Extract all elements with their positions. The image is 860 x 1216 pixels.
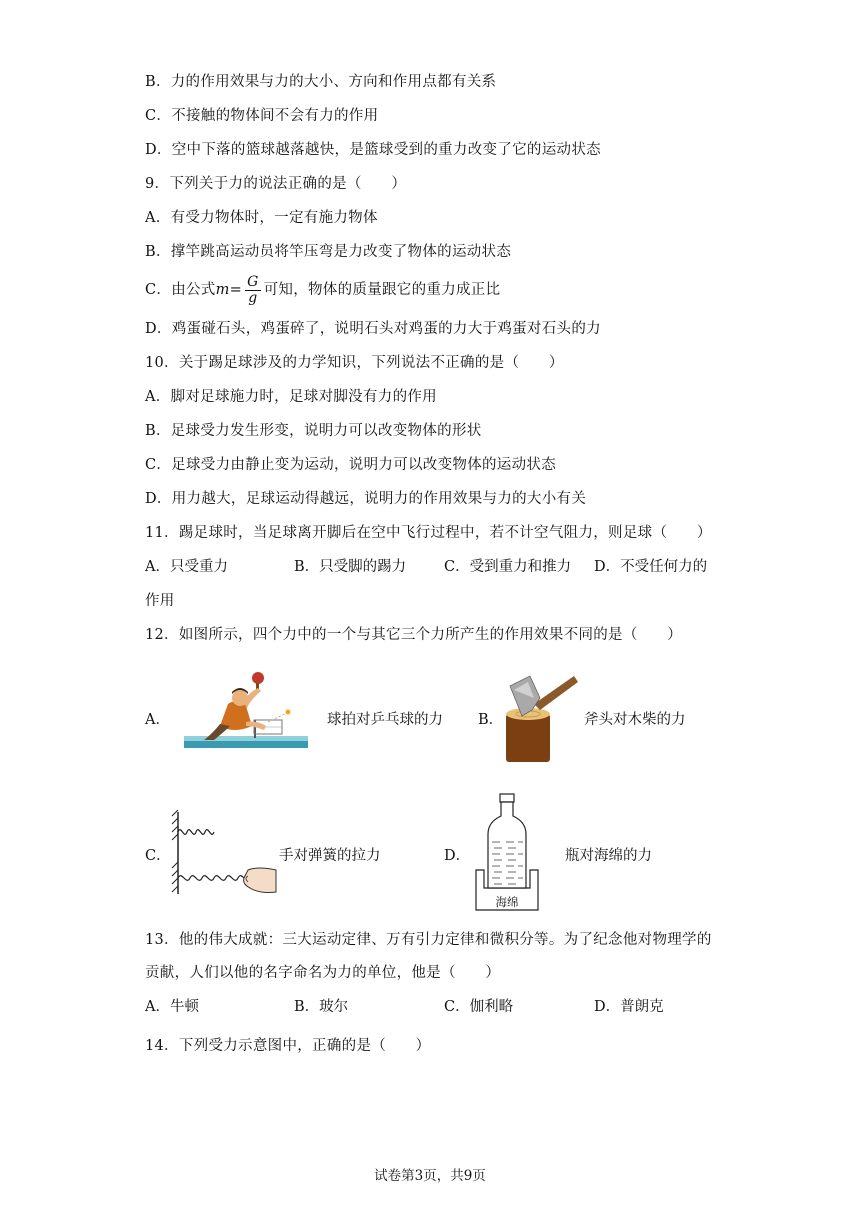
q13-option-d: D．普朗克 [594,999,664,1015]
sponge-label: 海绵 [495,895,519,909]
q13-option-a: A．牛顿 [145,999,199,1015]
q13-stem-cont: 贡献，人们以他的名字命名为力的单位，他是（ ） [145,965,501,981]
q11-stem: 11．踢足球时，当足球离开脚后在空中飞行过程中，若不计空气阻力，则足球（ ） [145,525,712,541]
q13-option-b: B．玻尔 [294,999,349,1015]
q11-option-d-wrap: 作用 [145,593,175,609]
q12-text-c: 手对弹簧的拉力 [279,848,381,864]
q11-option-d: D．不受任何力的 [594,559,708,575]
q10-option-a: A．脚对足球施力时，足球对脚没有力的作用 [145,389,437,405]
q12-stem: 12．如图所示，四个力中的一个与其它三个力所产生的作用效果不同的是（ ） [145,627,683,643]
q10-option-d: D．用力越大，足球运动得越远，说明力的作用效果与力的大小有关 [145,491,587,507]
formula-fraction [245,275,260,306]
axe-wood-figure [504,668,582,764]
q14-stem: 14．下列受力示意图中，正确的是（ ） [145,1038,431,1054]
page-footer: 试卷第3页，共9页 [374,1168,486,1184]
q9-option-d: D．鸡蛋碰石头，鸡蛋碎了，说明石头对鸡蛋的力大于鸡蛋对石头的力 [145,321,601,337]
formula-numerator: G [247,273,259,290]
bottle-sponge-figure [472,790,542,916]
q8-option-d: D．空中下落的篮球越落越快，是篮球受到的重力改变了它的运动状态 [145,142,601,158]
q10-stem: 10．关于踢足球涉及的力学知识，下列说法不正确的是（ ） [145,355,564,371]
q12-text-a: 球拍对乒乓球的力 [327,712,443,728]
q12-label-c: C． [145,848,171,864]
q12-label-a: A． [145,712,170,728]
formula-equals: = [229,282,243,298]
q12-label-b: B． [478,712,504,728]
q11-option-a: A．只受重力 [145,559,228,575]
formula-denominator: g [248,289,258,306]
q9c-prefix: C．由公式 [145,282,216,298]
table-tennis-figure [184,664,312,752]
q11-option-c: C．受到重力和推力 [444,559,572,575]
q13-stem: 13．他的伟大成就：三大运动定律、万有引力定律和微积分等。为了纪念他对物理学的 [145,932,712,948]
q12-text-b: 斧头对木柴的力 [584,712,686,728]
q12-text-d: 瓶对海绵的力 [565,848,652,864]
q10-option-b: B．足球受力发生形变，说明力可以改变物体的形状 [145,423,482,439]
q9c-suffix: 可知，物体的质量跟它的重力成正比 [263,282,501,298]
q9-option-a: A．有受力物体时，一定有施力物体 [145,210,378,226]
q10-option-c: C．足球受力由静止变为运动，说明力可以改变物体的运动状态 [145,457,556,473]
q9-option-b: B．撑竿跳高运动员将竿压弯是力改变了物体的运动状态 [145,244,512,260]
q11-option-b: B．只受脚的踢力 [294,559,407,575]
spring-hand-figure [168,808,278,898]
q9-stem: 9．下列关于力的说法正确的是（ ） [145,176,407,192]
q8-option-c: C．不接触的物体间不会有力的作用 [145,108,379,124]
q12-label-d: D． [444,848,471,864]
q8-option-b: B．力的作用效果与力的大小、方向和作用点都有关系 [145,74,497,90]
q13-option-c: C．伽利略 [444,999,514,1015]
q9-option-c [145,272,500,308]
formula-m: m [215,282,230,298]
